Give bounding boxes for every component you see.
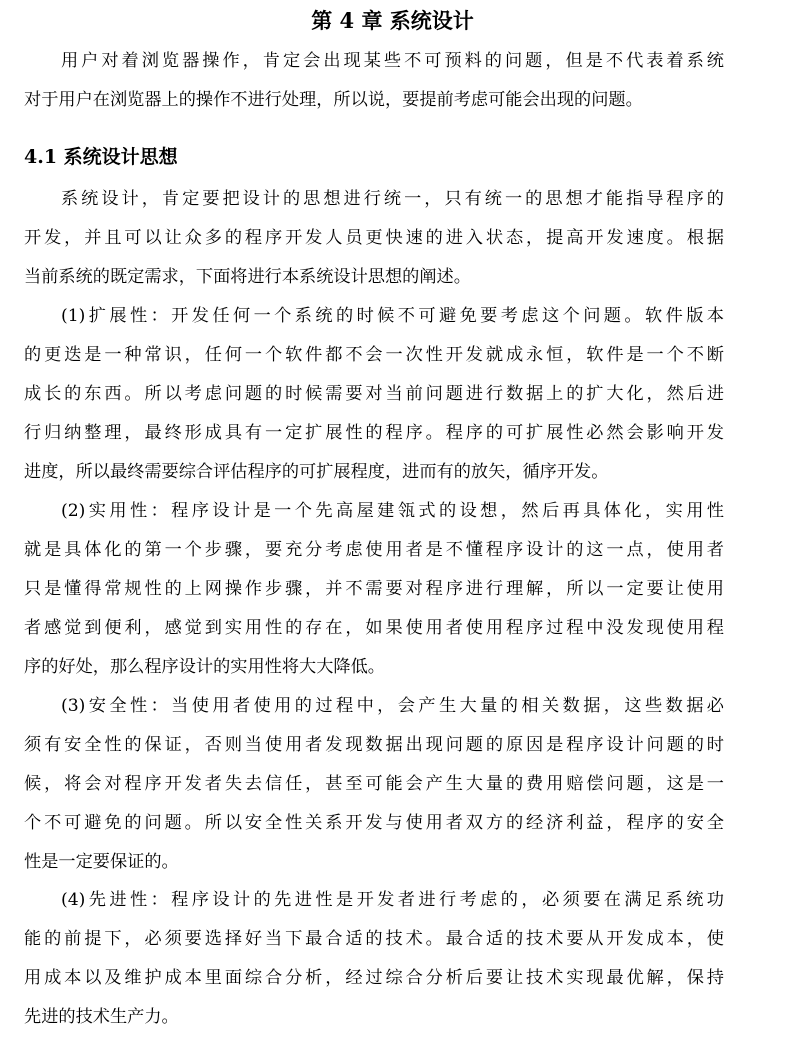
paragraph-line: 性是一定要保证的。 bbox=[24, 852, 179, 872]
paragraph-line: (2)实用性：程序设计是一个先高屋建瓴式的设想，然后再具体化，实用性 bbox=[61, 501, 724, 521]
paragraph-line: 须有安全性的保证，否则当使用者发现数据出现问题的原因是程序设计问题的时 bbox=[24, 735, 724, 755]
paragraph-line: (3)安全性：当使用者使用的过程中，会产生大量的相关数据，这些数据必 bbox=[61, 696, 724, 716]
paragraph-line: 对于用户在浏览器上的操作不进行处理，所以说，要提前考虑可能会出现的问题。 bbox=[24, 90, 643, 110]
paragraph-line: 就是具体化的第一个步骤，要充分考虑使用者是不懂程序设计的这一点，使用者 bbox=[24, 540, 724, 560]
paragraph-line: (1)扩展性：开发任何一个系统的时候不可避免要考虑这个问题。软件版本 bbox=[61, 306, 724, 326]
paragraph-line: 用成本以及维护成本里面综合分析，经过综合分析后要让技术实现最优解，保持 bbox=[24, 968, 724, 988]
paragraph-line: 行归纳整理，最终形成具有一定扩展性的程序。程序的可扩展性必然会影响开发 bbox=[24, 423, 724, 443]
paragraph-practicality bbox=[24, 492, 724, 687]
paragraph-design-overview bbox=[24, 180, 724, 297]
paragraph-line: 候，将会对程序开发者失去信任，甚至可能会产生大量的费用赔偿问题，这是一 bbox=[24, 774, 724, 794]
paragraph-line: 者感觉到便利，感觉到实用性的存在，如果使用者使用程序过程中没发现使用程 bbox=[24, 618, 724, 638]
paragraph-line: 的更迭是一种常识，任何一个软件都不会一次性开发就成永恒，软件是一个不断 bbox=[24, 345, 724, 365]
paragraph-extensibility bbox=[24, 297, 724, 492]
paragraph-line: 能的前提下，必须要选择好当下最合适的技术。最合适的技术要从开发成本，使 bbox=[24, 929, 724, 949]
paragraph-line: 开发，并且可以让众多的程序开发人员更快速的进入状态，提高开发速度。根据 bbox=[24, 228, 724, 248]
paragraph-advancement bbox=[24, 881, 724, 1037]
paragraph-security bbox=[24, 687, 724, 882]
paragraph-line: (4)先进性：程序设计的先进性是开发者进行考虑的，必须要在满足系统功 bbox=[61, 890, 724, 910]
paragraph-line: 当前系统的既定需求，下面将进行本系统设计思想的阐述。 bbox=[24, 267, 471, 287]
paragraph-line: 系统设计，肯定要把设计的思想进行统一，只有统一的思想才能指导程序的 bbox=[61, 189, 724, 209]
section-heading: 4.1 系统设计思想 bbox=[24, 146, 178, 168]
paragraph-line: 个不可避免的问题。所以安全性关系开发与使用者双方的经济利益，程序的安全 bbox=[24, 813, 724, 833]
chapter-title: 第 4 章 系统设计 bbox=[311, 8, 474, 33]
paragraph-line: 只是懂得常规性的上网操作步骤，并不需要对程序进行理解，所以一定要让使用 bbox=[24, 579, 724, 599]
paragraph-line: 先进的技术生产力。 bbox=[24, 1007, 179, 1027]
intro-paragraph bbox=[24, 42, 724, 120]
paragraph-line: 用户对着浏览器操作，肯定会出现某些不可预料的问题，但是不代表着系统 bbox=[61, 51, 724, 71]
paragraph-line: 进度，所以最终需要综合评估程序的可扩展程度，进而有的放矢，循序开发。 bbox=[24, 462, 609, 482]
paragraph-line: 成长的东西。所以考虑问题的时候需要对当前问题进行数据上的扩大化，然后进 bbox=[24, 384, 724, 404]
paragraph-line: 序的好处，那么程序设计的实用性将大大降低。 bbox=[24, 657, 385, 677]
